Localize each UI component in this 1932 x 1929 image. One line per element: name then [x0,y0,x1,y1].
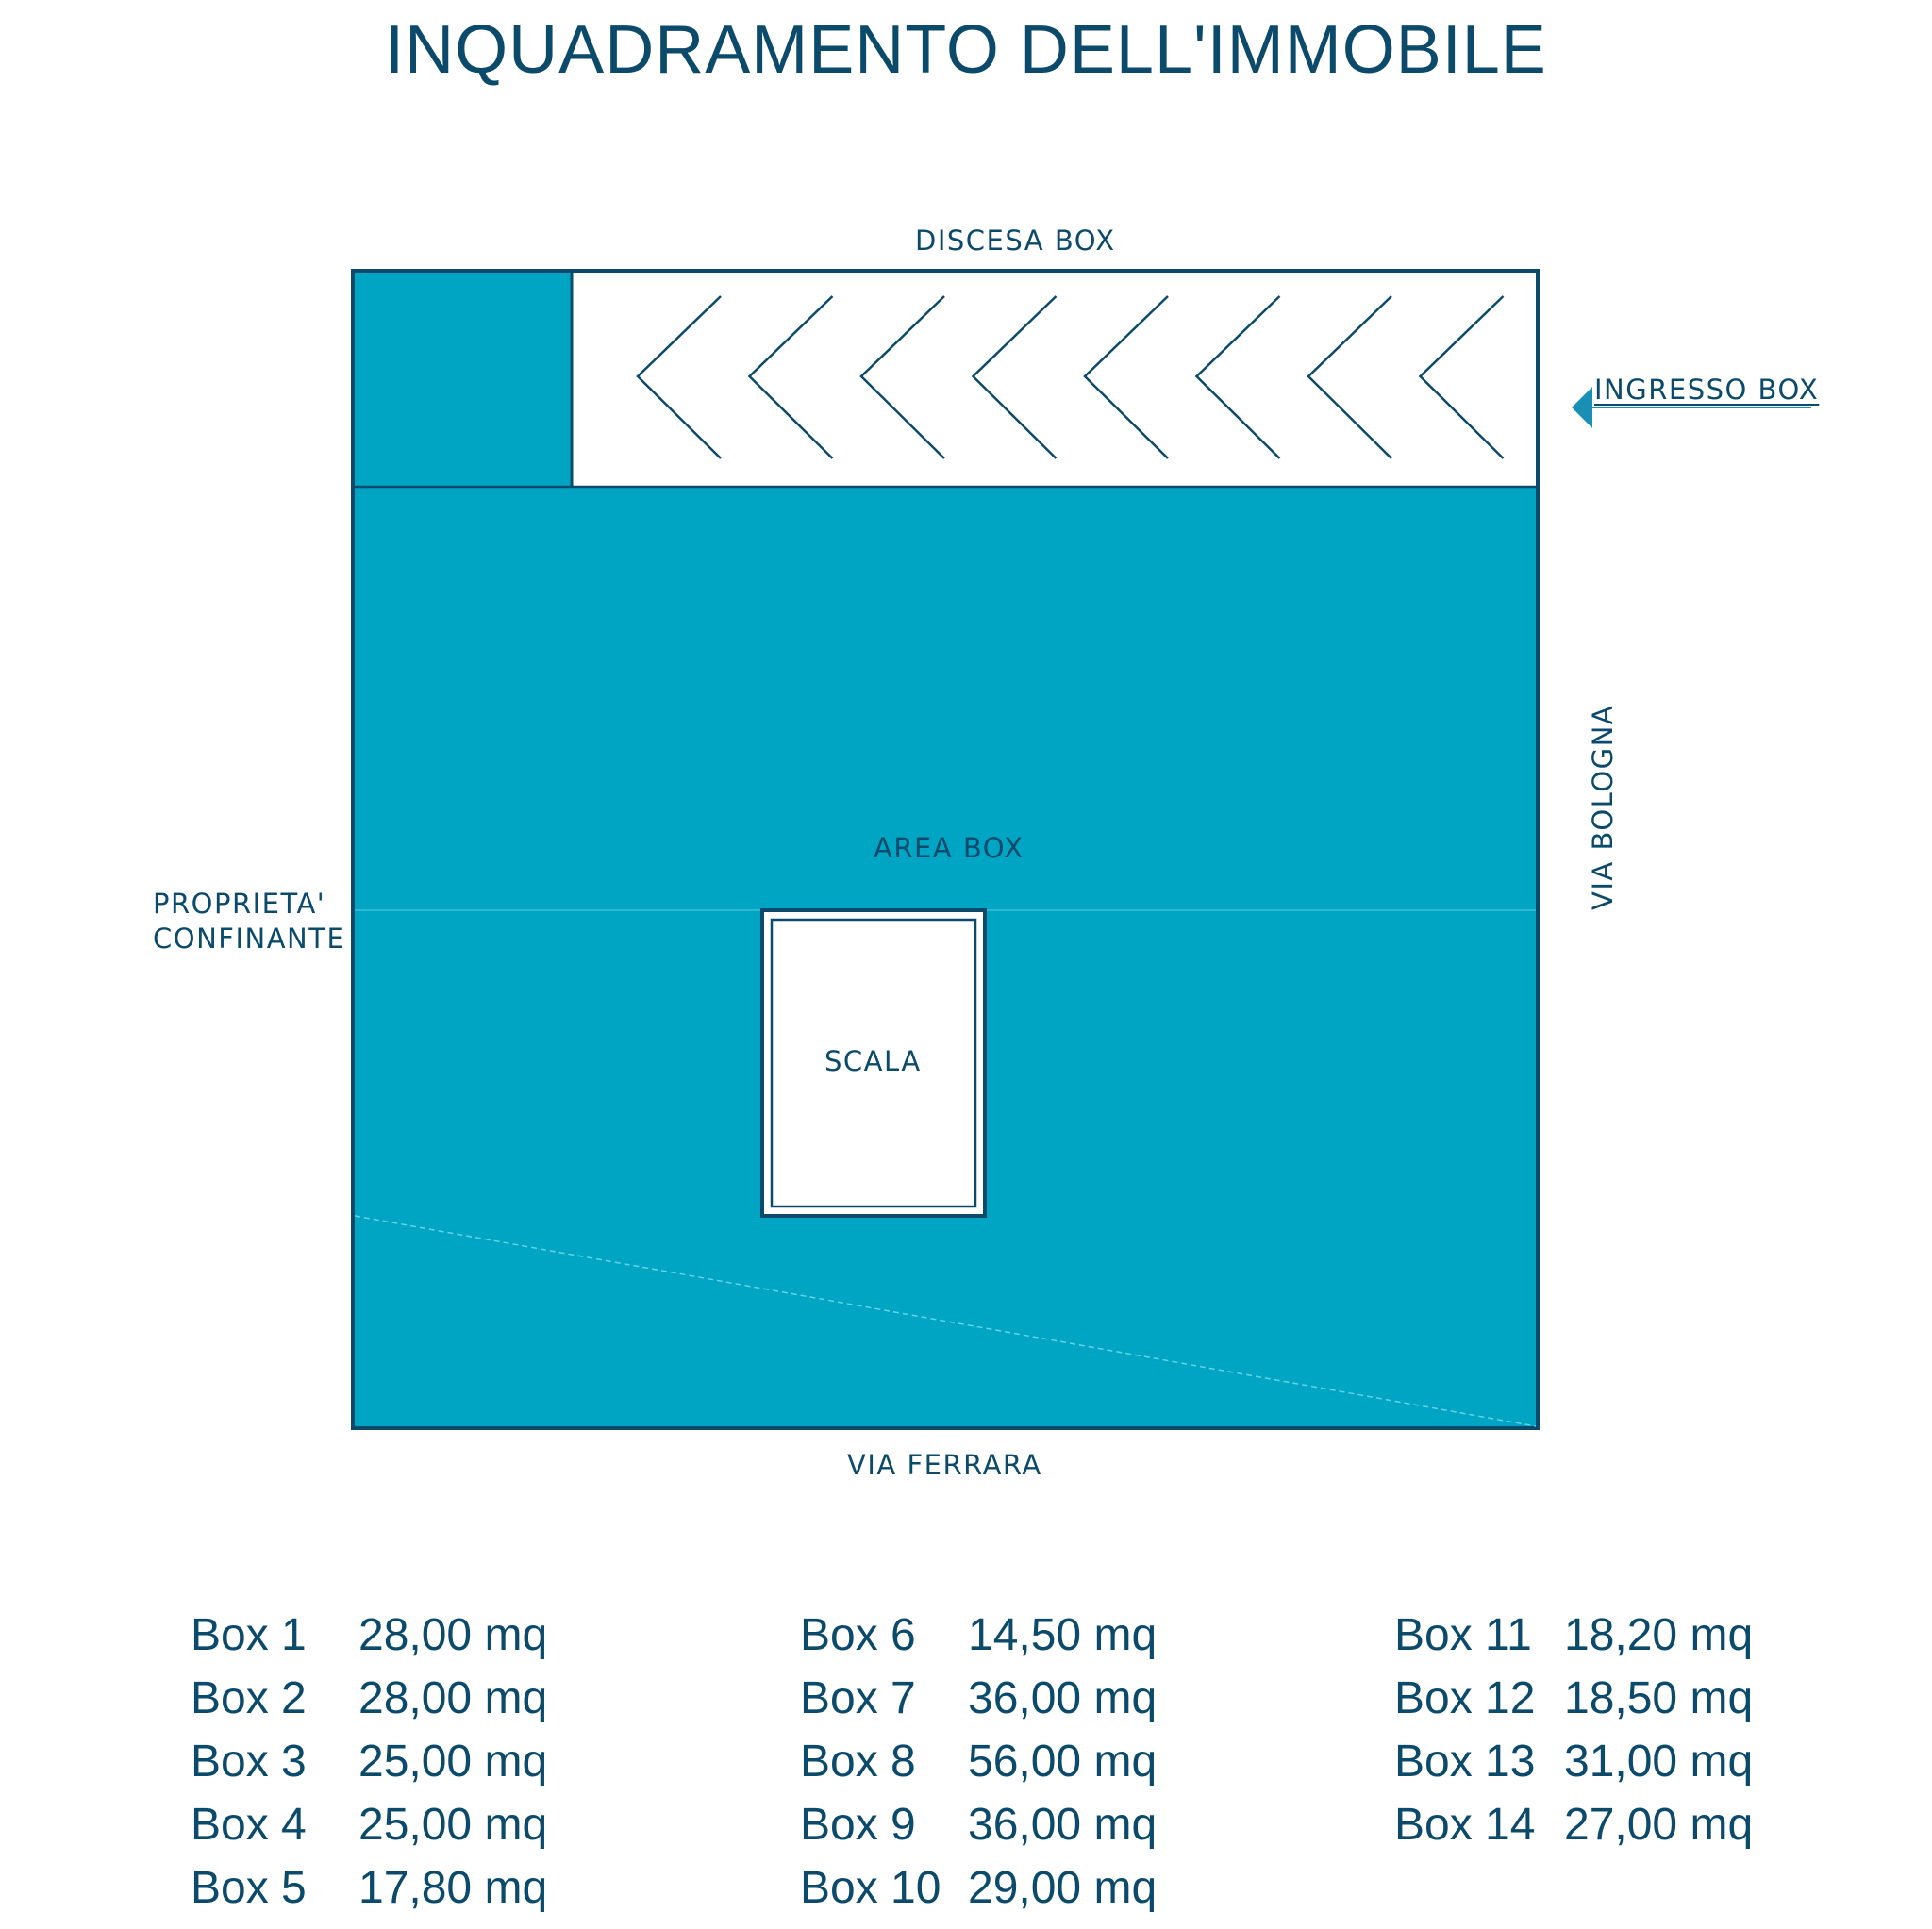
box-area: 29,00 mq [968,1863,1158,1913]
box-name: Box 6 [800,1610,916,1660]
box-area: 18,20 mq [1564,1610,1754,1660]
box-area: 18,50 mq [1564,1673,1754,1723]
box-name: Box 1 [191,1610,307,1660]
box-area: 56,00 mq [968,1737,1158,1787]
label-proprieta-confinante: PROPRIETA' CONFINANTE [153,888,346,955]
box-name: Box 3 [191,1737,307,1787]
box-name: Box 2 [191,1673,307,1723]
box-name: Box 14 [1394,1800,1536,1850]
box-area: 31,00 mq [1564,1737,1754,1787]
ingresso-arrow-icon [1572,387,1592,428]
label-via-bologna: VIA BOLOGNA [1587,704,1619,910]
label-discesa-box: DISCESA BOX [915,224,1116,257]
box-area: 36,00 mq [968,1800,1158,1850]
box-name: Box 11 [1394,1610,1532,1660]
label-area-box: AREA BOX [874,832,1024,864]
box-area: 28,00 mq [358,1673,548,1723]
box-area: 25,00 mq [358,1737,548,1787]
box-area: 36,00 mq [968,1673,1158,1723]
box-area: 27,00 mq [1564,1800,1754,1850]
box-area: 14,50 mq [968,1610,1158,1660]
box-name: Box 5 [191,1863,307,1913]
box-name: Box 9 [800,1800,916,1850]
box-name: Box 7 [800,1673,916,1723]
box-area: 25,00 mq [358,1800,548,1850]
label-ingresso-box: INGRESSO BOX [1594,374,1820,406]
box-area: 28,00 mq [358,1610,548,1660]
box-name: Box 4 [191,1800,307,1850]
page-title: INQUADRAMENTO DELL'IMMOBILE [385,12,1547,88]
box-name: Box 13 [1394,1737,1536,1787]
label-scala: SCALA [824,1045,922,1077]
box-area: 17,80 mq [358,1863,548,1913]
label-via-ferrara: VIA FERRARA [847,1449,1042,1481]
box-name: Box 8 [800,1737,916,1787]
box-name: Box 10 [800,1863,941,1913]
box-name: Box 12 [1394,1673,1536,1723]
